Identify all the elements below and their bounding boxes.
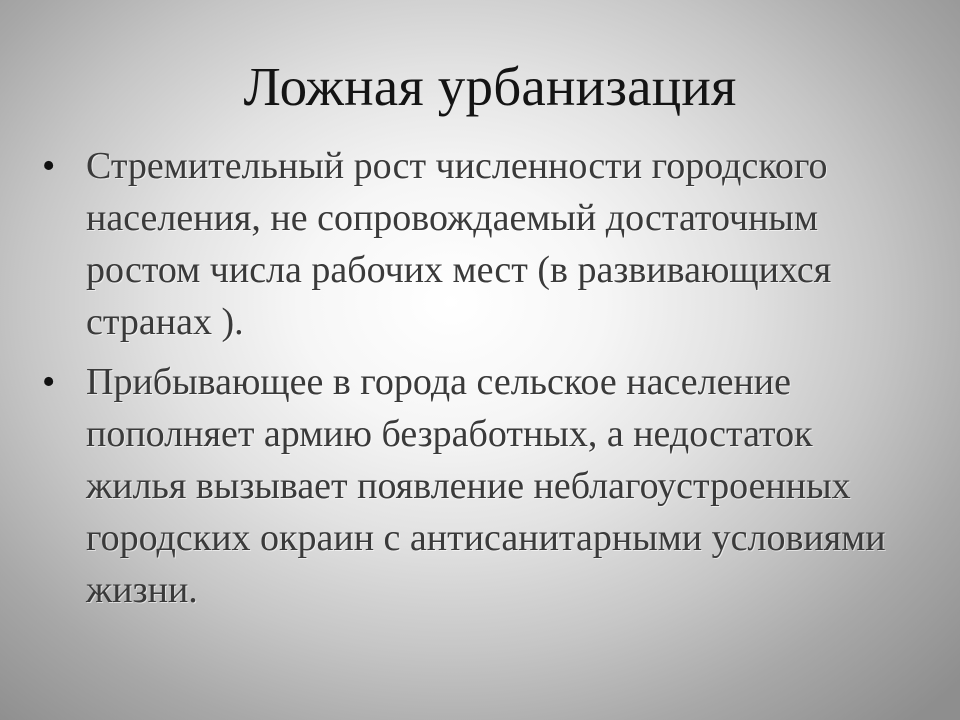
bullet-dot-icon: •	[42, 361, 56, 403]
bullet-item-2	[42, 356, 922, 616]
bullet-text-1: Стремительный рост численности городского населения, не сопровождаемый достаточным ростом числа рабочих мест (в развивающихся странах ).	[86, 145, 832, 343]
slide-title: Ложная урбанизация	[243, 56, 737, 117]
bullet-dot-icon: •	[42, 145, 56, 187]
bullet-list	[42, 140, 922, 624]
bullet-text-2: Прибывающее в города сельское население пополняет армию безработных, а недостаток жилья вызывает появление неблагоустроенных городских окраин с антисанитарными условиями жизни.	[86, 361, 886, 611]
bullet-item-1	[42, 140, 922, 348]
